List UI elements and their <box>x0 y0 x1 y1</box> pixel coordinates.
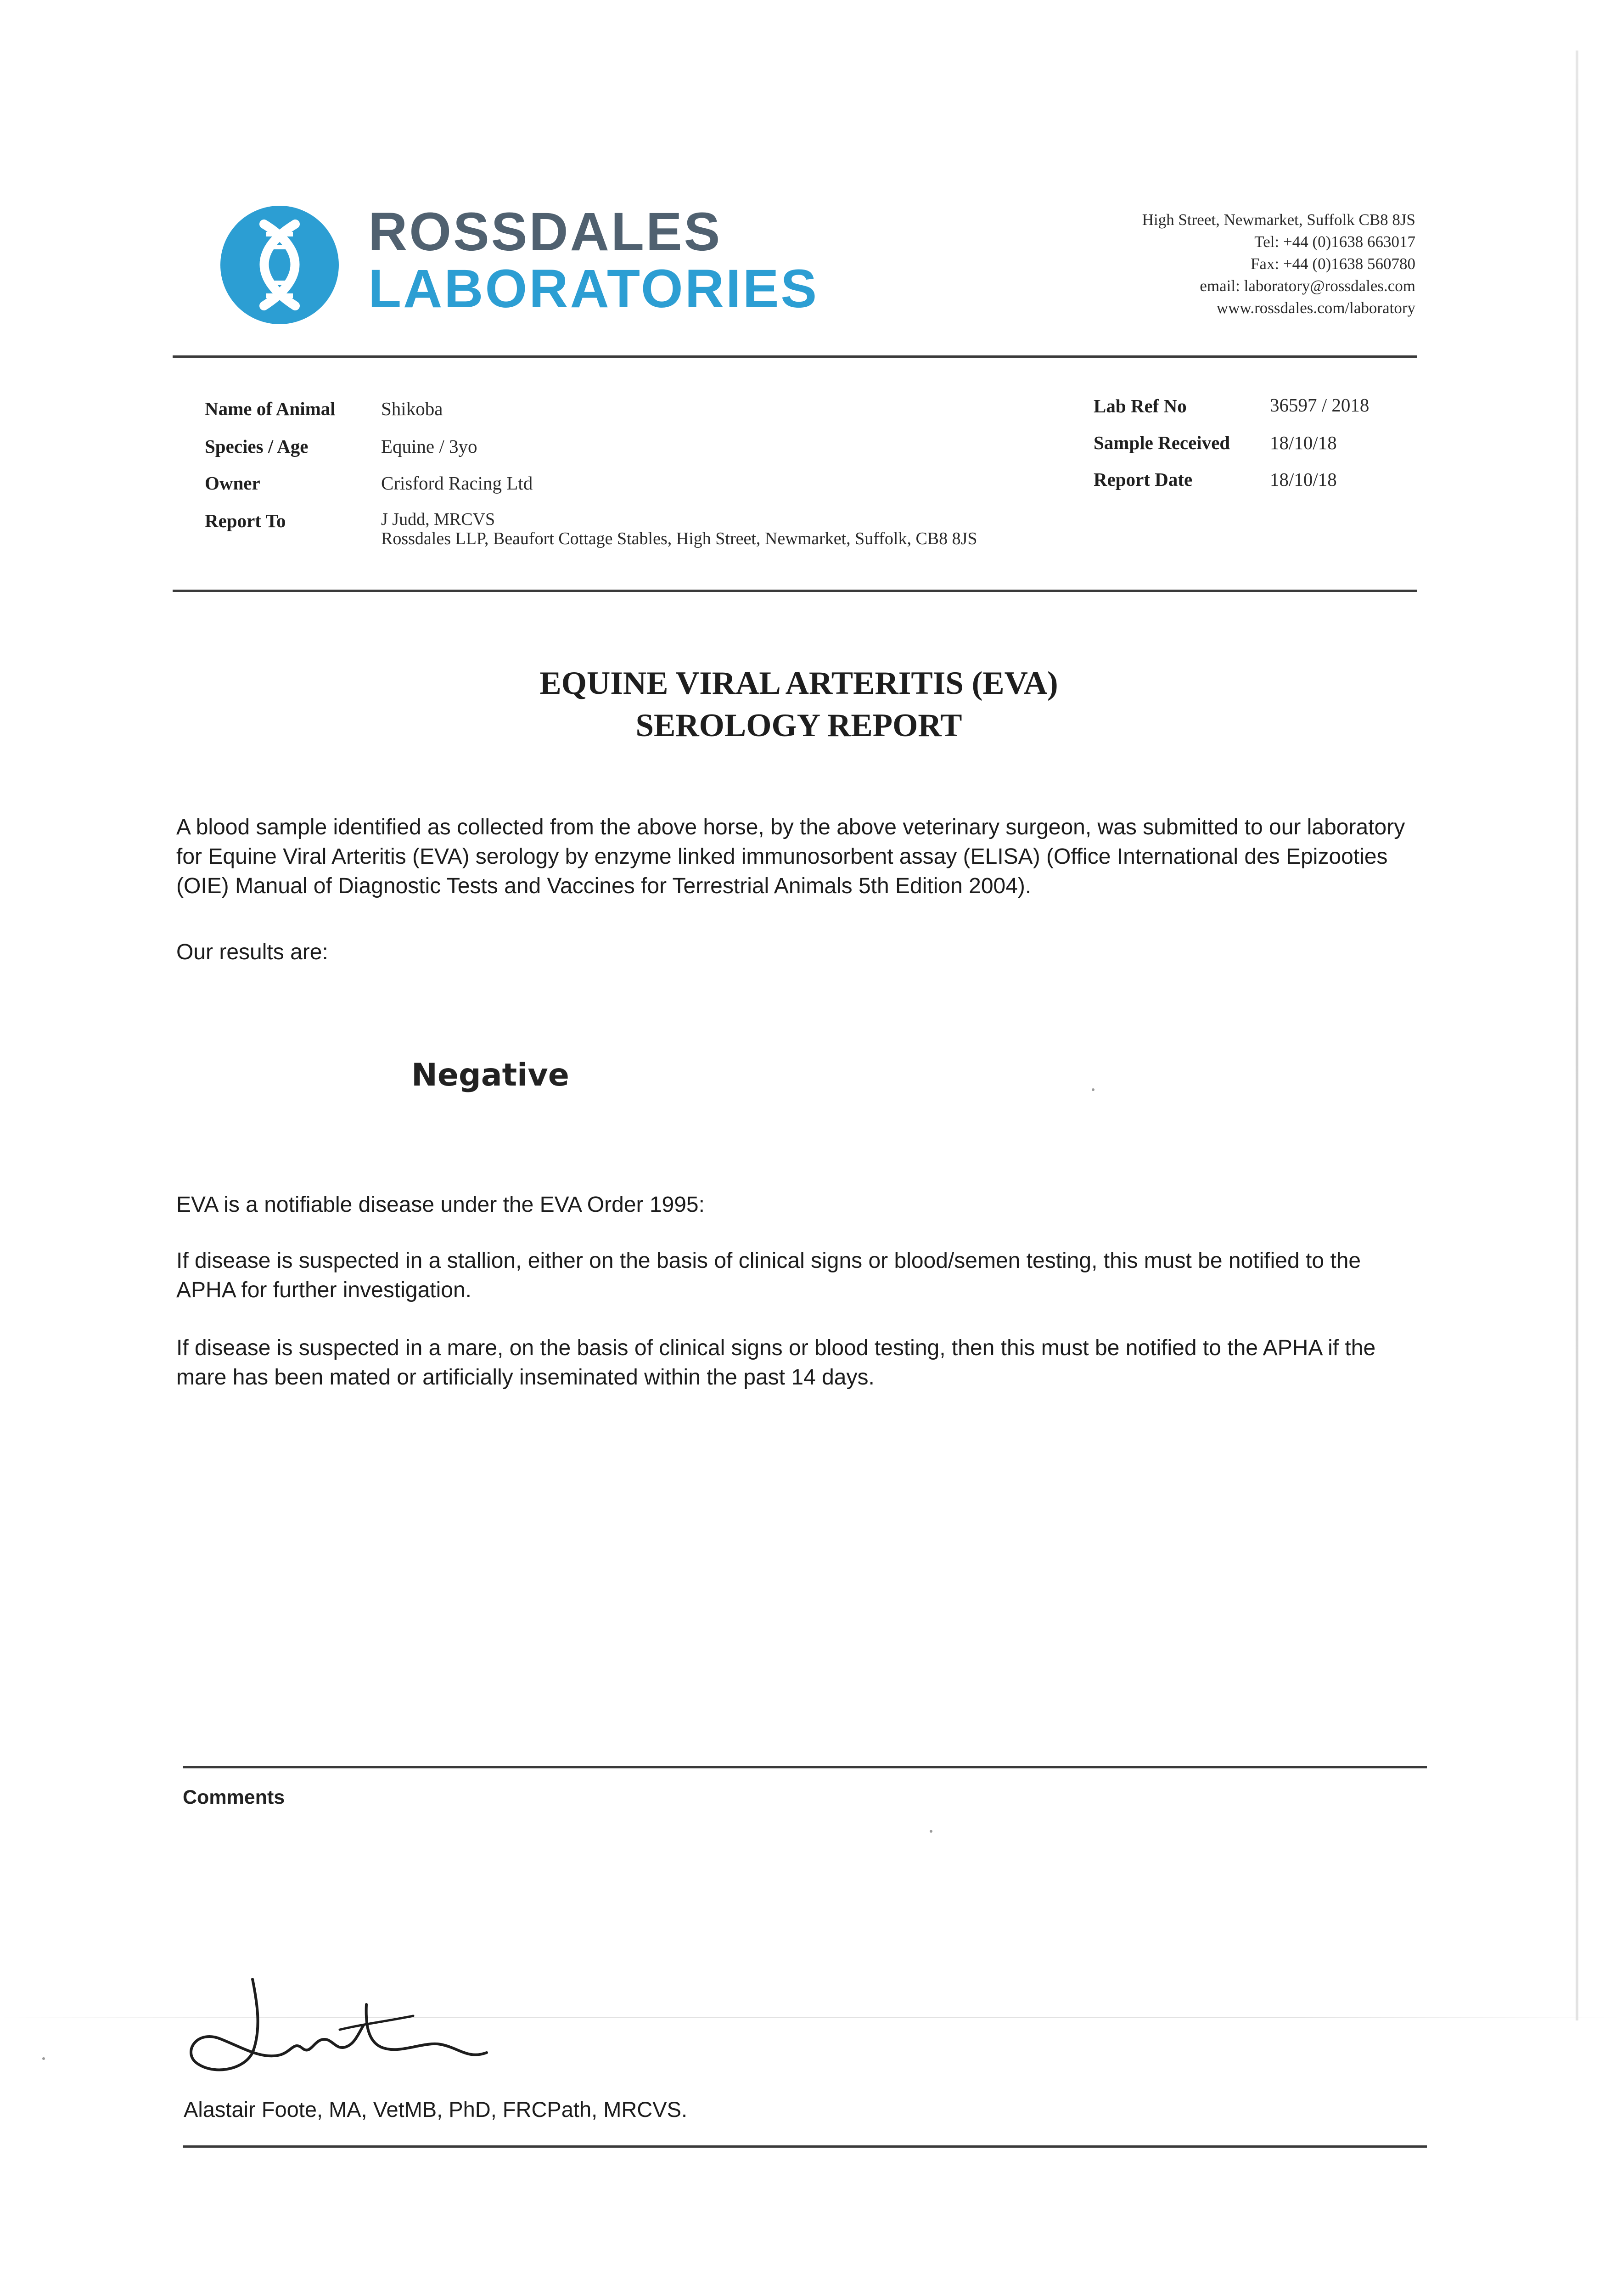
species-age-value: Equine / 3yo <box>381 436 477 457</box>
report-date-label: Report Date <box>1094 469 1193 490</box>
report-to-value <box>381 510 977 548</box>
dna-helix-icon <box>220 206 339 324</box>
lab-fax: Fax: +44 (0)1638 560780 <box>1250 255 1415 273</box>
result-value: Negative <box>411 1057 569 1093</box>
lab-ref-value: 36597 / 2018 <box>1270 394 1369 416</box>
mare-note: If disease is suspected in a mare, on the basis of clinical signs or blood testing, then this must be notified to the APHA if the mare has been mated or artificially inseminated within the past 14 days. <box>176 1336 1376 1390</box>
comments-divider <box>183 1766 1427 1768</box>
lab-website: www.rossdales.com/laboratory <box>1216 299 1415 317</box>
lab-ref-label: Lab Ref No <box>1094 395 1187 416</box>
report-to-address: Rossdales LLP, Beaufort Cottage Stables, High Street, Newmarket, Suffolk, CB8 8JS <box>381 529 977 548</box>
handwritten-signature <box>184 1961 514 2085</box>
report-to-name: J Judd, MRCVS <box>381 510 495 529</box>
comments-label: Comments <box>183 1786 285 1808</box>
scan-speck <box>1092 1088 1094 1091</box>
scan-speck <box>42 2057 45 2060</box>
notifiable-statement: EVA is a notifiable disease under the EVA Order 1995: <box>176 1193 705 1217</box>
signer-name: Alastair Foote, MA, VetMB, PhD, FRCPath, MRCVS. <box>184 2097 687 2122</box>
brand-name-line2: LABORATORIES <box>368 259 819 319</box>
header-divider <box>173 355 1417 358</box>
scan-edge-shadow <box>1576 51 1578 2020</box>
intro-paragraph: A blood sample identified as collected from the above horse, by the above veterinary surgeon, was submitted to our laboratory for Equine Viral Arteritis (EVA) serology by enzyme linked immunosorbent assay (ELISA) (Office International des Epizooties (OIE) Manual of Diagnostic Tests and Vaccines for Terrestrial Animals 5th Edition 2004). <box>176 815 1405 898</box>
report-date-value: 18/10/18 <box>1270 469 1337 490</box>
stallion-note: If disease is suspected in a stallion, either on the basis of clinical signs or blood/semen testing, this must be notified to the APHA for further investigation. <box>176 1249 1361 1302</box>
name-of-animal-value: Shikoba <box>381 398 443 419</box>
scan-speck <box>930 1830 932 1833</box>
brand-name-line1: ROSSDALES <box>368 202 722 262</box>
name-of-animal-label: Name of Animal <box>205 398 336 419</box>
lab-tel: Tel: +44 (0)1638 663017 <box>1254 233 1415 251</box>
species-age-label: Species / Age <box>205 436 309 457</box>
report-to-label: Report To <box>205 510 286 531</box>
owner-value: Crisford Racing Ltd <box>381 473 533 494</box>
lab-contact-block <box>1002 209 1415 319</box>
lab-address: High Street, Newmarket, Suffolk CB8 8JS <box>1142 211 1415 229</box>
report-title-line1: EQUINE VIRAL ARTERITIS (EVA) <box>539 665 1058 701</box>
lab-email: email: laboratory@rossdales.com <box>1200 277 1415 295</box>
owner-label: Owner <box>205 473 260 494</box>
report-title-line2: SEROLOGY REPORT <box>635 708 962 743</box>
details-divider <box>173 590 1417 592</box>
sample-received-value: 18/10/18 <box>1270 432 1337 453</box>
footer-divider <box>183 2145 1427 2148</box>
sample-received-label: Sample Received <box>1094 432 1230 453</box>
results-intro: Our results are: <box>176 940 328 964</box>
